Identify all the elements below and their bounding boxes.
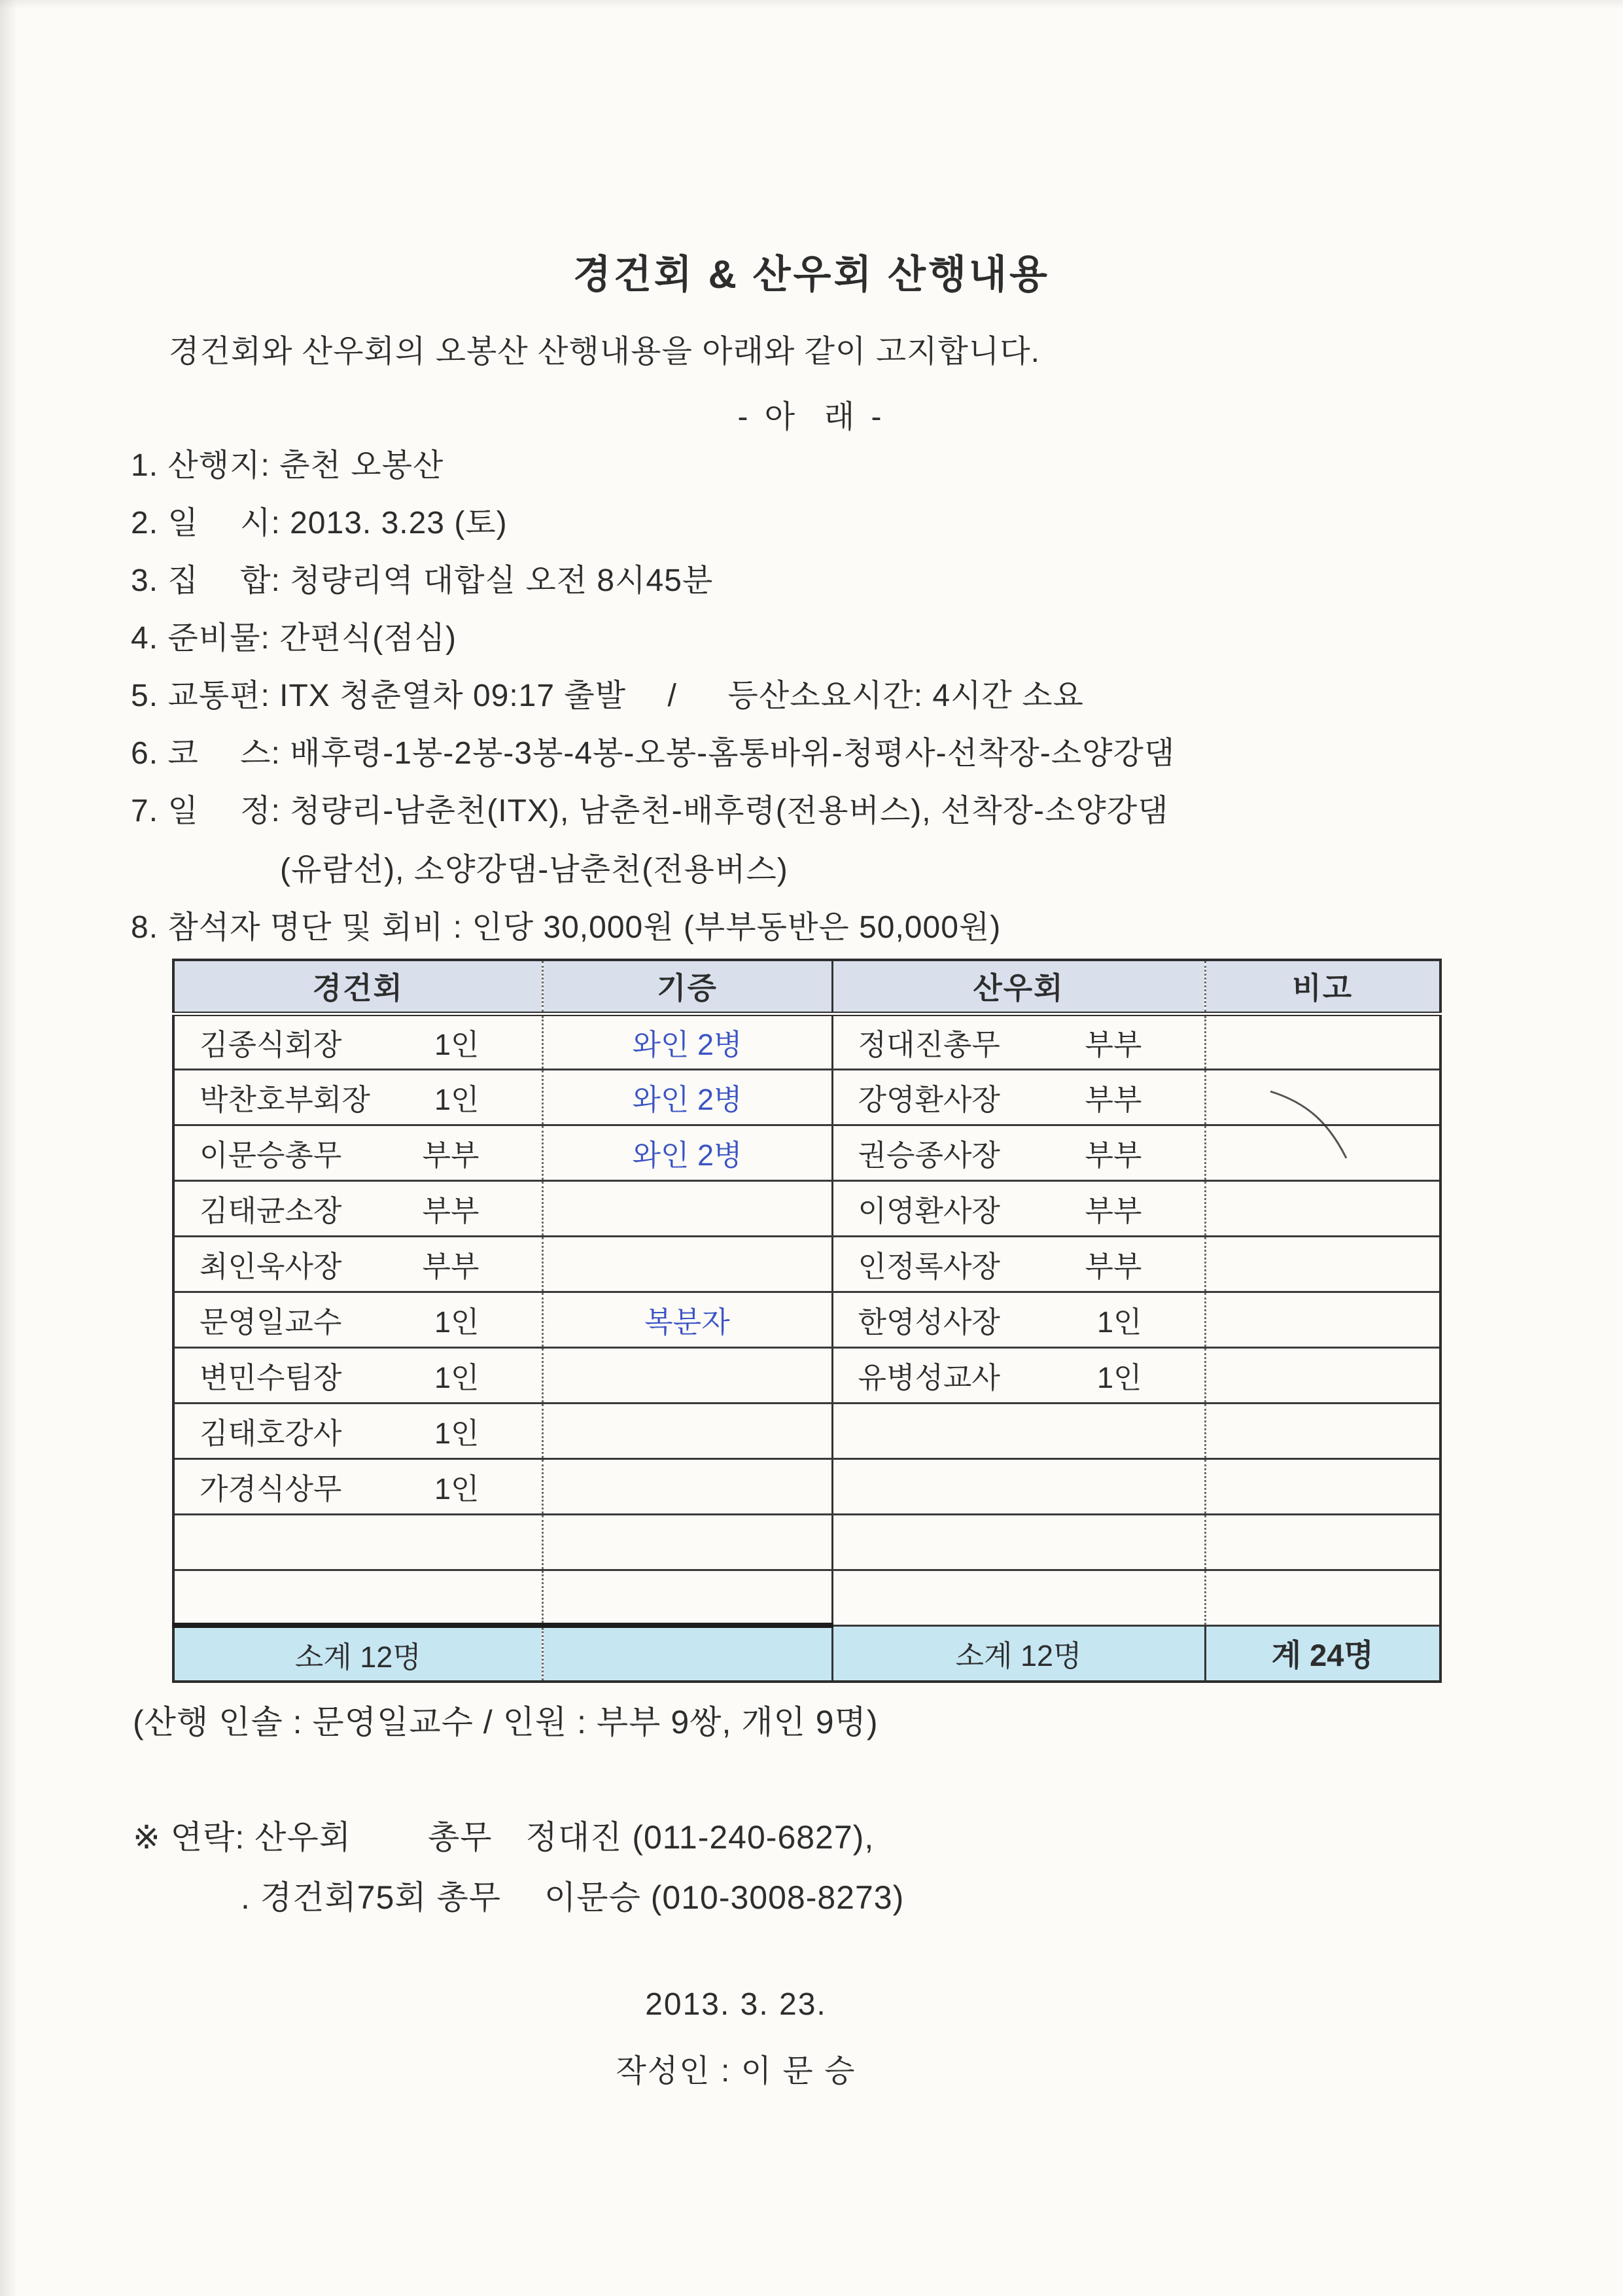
attendee-row [173,1014,1440,1069]
gyeongeonhoe-cell [173,1292,542,1347]
remarks-cell [1205,1236,1440,1292]
member-count: 부부 [1085,1083,1142,1116]
gift-cell [542,1403,832,1458]
attendee-row [173,1069,1440,1125]
gift-cell [542,1458,832,1514]
document-author: 작성인 : 이 문 승 [616,2054,856,2089]
sanuhoe-cell [832,1292,1205,1347]
member-name: 인정록사장 [858,1250,1000,1283]
member-count: 부부 [422,1139,480,1172]
member-name: 변민수팀장 [200,1361,342,1394]
table-header-row [173,960,1440,1014]
subtotal-mid-cell [542,1625,832,1682]
list-item-5-transport: 5. 교통편: ITX 청춘열차 09:17 출발 / 등산소요시간: 4시간 소요 [131,679,1084,713]
member-name: 한영성사장 [858,1305,1000,1339]
remarks-cell [1205,1514,1440,1570]
subtotal-right-cell: 소계 12명 [832,1625,1205,1682]
member-count: 부부 [422,1250,480,1283]
member-name: 이문승총무 [200,1139,342,1172]
member-count: 부부 [422,1194,480,1227]
gift-cell: 와인 2병 [542,1014,832,1069]
member-count: 1인 [434,1472,480,1506]
remarks-cell [1205,1292,1440,1347]
gift-cell [542,1180,832,1236]
gift-cell [542,1236,832,1292]
member-count: 부부 [1085,1194,1142,1227]
contact-line-sanuhoe: ※ 연락: 산우회 총무 정대진 (011-240-6827), [133,1819,875,1856]
attendee-row [173,1236,1440,1292]
member-count: 1인 [434,1305,480,1339]
gyeongeonhoe-cell [173,1403,542,1458]
list-item-4-supplies: 4. 준비물: 간편식(점심) [131,621,457,656]
attendee-row [173,1125,1440,1180]
member-name: 정대진총무 [858,1028,1000,1061]
below-marker: - 아 래 - [737,400,886,434]
contact-line-gyeongeonhoe: . 경건회75회 총무 이문승 (010-3008-8273) [241,1879,905,1916]
remarks-cell [1205,1014,1440,1069]
member-name: 가경식상무 [200,1472,342,1506]
remarks-cell [1205,1125,1440,1180]
attendee-row [173,1403,1440,1458]
gyeongeonhoe-cell [173,1180,542,1236]
gift-cell: 복분자 [542,1292,832,1347]
member-name: 문영일교수 [200,1305,342,1339]
attendee-row [173,1347,1440,1403]
header-gift: 기증 [542,960,832,1014]
remarks-cell [1205,1347,1440,1403]
member-name: 최인욱사장 [200,1250,342,1283]
member-name: 강영환사장 [858,1083,1000,1116]
sanuhoe-cell [832,1014,1205,1069]
list-item-6-course: 6. 코 스: 배후령-1봉-2봉-3봉-4봉-오봉-홈통바위-청평사-선착장-소양강댐 [131,736,1176,771]
member-name: 김종식회장 [200,1028,342,1061]
header-gyeongeonhoe: 경건회 [173,960,542,1014]
gyeongeonhoe-cell [173,1014,542,1069]
member-count: 1인 [434,1083,480,1116]
sanuhoe-cell [832,1236,1205,1292]
empty-row [173,1514,1440,1570]
sanuhoe-cell [832,1180,1205,1236]
total-cell: 계 24명 [1205,1625,1440,1682]
member-count: 부부 [1085,1139,1142,1172]
document-date: 2013. 3. 23. [645,1987,827,2022]
member-name: 권승종사장 [858,1139,1000,1172]
member-count: 1인 [1097,1361,1142,1394]
attendee-table-body [173,1014,1440,1625]
gift-cell [542,1570,832,1625]
sanuhoe-cell [832,1125,1205,1180]
list-item-8-attendees: 8. 참석자 명단 및 회비 : 인당 30,000원 (부부동반은 50,000원) [131,910,1002,945]
member-count: 1인 [434,1361,480,1394]
gyeongeonhoe-cell [173,1069,542,1125]
header-remarks: 비고 [1205,960,1440,1014]
gyeongeonhoe-cell [173,1514,542,1570]
list-item-7-continuation: (유람선), 소양강댐-남춘천(전용버스) [280,853,788,887]
header-sanuhoe: 산우회 [832,960,1205,1014]
gift-cell [542,1347,832,1403]
member-count: 1인 [434,1417,480,1450]
member-count: 부부 [1085,1028,1142,1061]
attendee-row [173,1180,1440,1236]
gyeongeonhoe-cell [173,1236,542,1292]
remarks-cell [1205,1180,1440,1236]
gyeongeonhoe-cell [173,1570,542,1625]
member-name: 유병성교사 [858,1361,1000,1394]
gift-cell: 와인 2병 [542,1125,832,1180]
member-name: 이영환사장 [858,1194,1000,1227]
empty-row [173,1570,1440,1625]
table-footer-row [173,1625,1440,1682]
remarks-cell [1205,1069,1440,1125]
gift-cell [542,1514,832,1570]
page-title: 경건회 & 산우회 산행내용 [573,253,1050,296]
sanuhoe-cell [832,1570,1205,1625]
sanuhoe-cell [832,1403,1205,1458]
list-item-7-itinerary: 7. 일 정: 청량리-남춘천(ITX), 남춘천-배후령(전용버스), 선착장-소양강댐 [131,794,1169,828]
gyeongeonhoe-cell [173,1458,542,1514]
attendee-row [173,1292,1440,1347]
attendee-table [172,959,1442,1683]
sanuhoe-cell [832,1514,1205,1570]
gyeongeonhoe-cell [173,1125,542,1180]
gyeongeonhoe-cell [173,1347,542,1403]
list-item-1-destination: 1. 산행지: 춘천 오봉산 [131,448,444,483]
list-item-3-meeting: 3. 집 합: 청량리역 대합실 오전 8시45분 [131,563,714,598]
sanuhoe-cell [832,1347,1205,1403]
remarks-cell [1205,1403,1440,1458]
intro-text: 경건회와 산우회의 오봉산 산행내용을 아래와 같이 고지합니다. [169,334,1040,369]
subtotal-left-cell: 소계 12명 [173,1625,542,1682]
sanuhoe-cell [832,1069,1205,1125]
member-count: 부부 [1085,1250,1142,1283]
attendee-row [173,1458,1440,1514]
list-item-2-date: 2. 일 시: 2013. 3.23 (토) [131,506,508,540]
remarks-cell [1205,1570,1440,1625]
member-name: 박찬호부회장 [200,1083,370,1116]
member-count: 1인 [1097,1305,1142,1339]
member-name: 김태균소장 [200,1194,342,1227]
leader-note: (산행 인솔 : 문영일교수 / 인원 : 부부 9쌍, 개인 9명) [133,1704,879,1740]
sanuhoe-cell [832,1458,1205,1514]
remarks-cell [1205,1458,1440,1514]
member-name: 김태호강사 [200,1417,342,1450]
gift-cell: 와인 2병 [542,1069,832,1125]
member-count: 1인 [434,1028,480,1061]
